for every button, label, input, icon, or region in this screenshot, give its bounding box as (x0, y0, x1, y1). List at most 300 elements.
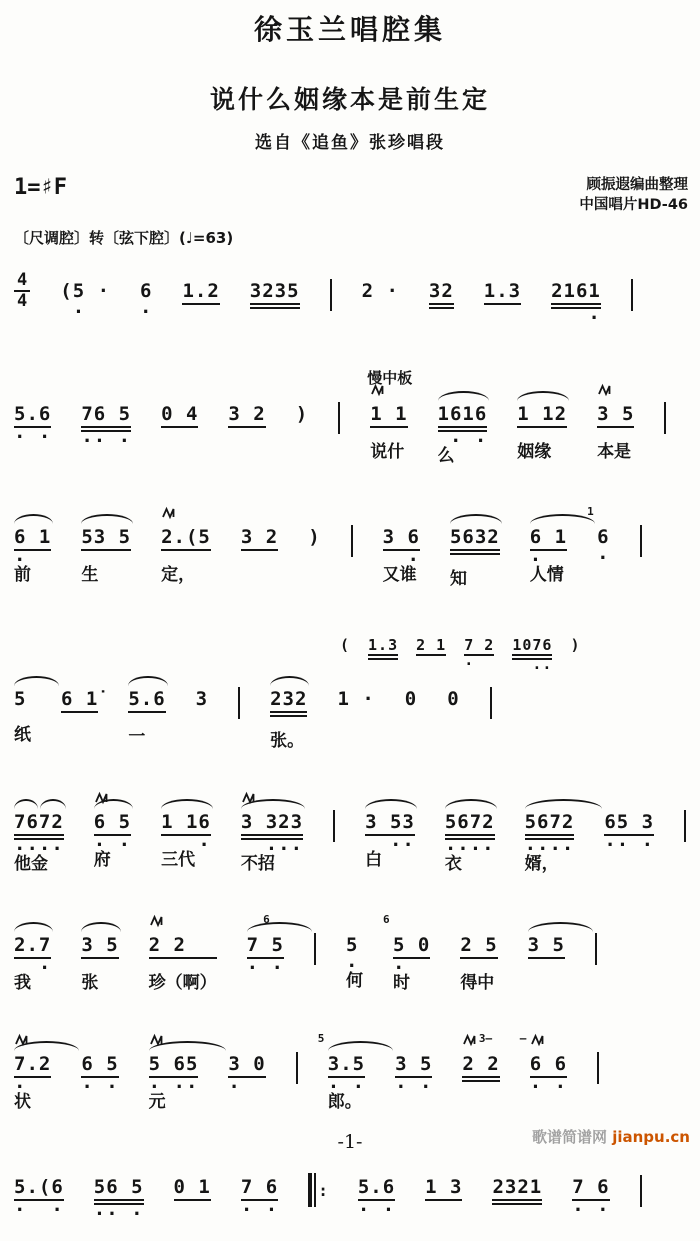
lyric-text: 珍（啊） (148, 973, 217, 993)
note-text: 7.2 (14, 1052, 51, 1078)
note-group (61, 672, 98, 749)
note-text: 2 5 (460, 933, 497, 959)
lyric-text (462, 1094, 499, 1118)
ornament-area (358, 1160, 395, 1175)
note-group (161, 510, 211, 587)
lyric-text: 纸 (14, 725, 31, 745)
note-text: 6 1̇ (61, 687, 98, 713)
note-text: 2 · (361, 280, 399, 302)
octave-dots: .. (512, 655, 553, 673)
lyric-text (551, 321, 601, 345)
note-text: 5 65 (149, 1052, 199, 1078)
score (0, 264, 700, 1241)
note-group (425, 1160, 462, 1237)
note-text: 1616 (438, 402, 488, 432)
note-text: 53 5 (81, 525, 131, 551)
lyric-text (241, 1213, 278, 1237)
note-group (570, 633, 580, 662)
note-text: 1.2 (182, 279, 219, 305)
lyric-text (228, 440, 265, 464)
lyric-text: 不招 (240, 854, 275, 874)
slur-icon (161, 799, 213, 809)
note-text: 56 5 (94, 1175, 144, 1205)
note-group (250, 264, 300, 345)
key-credit-row (0, 175, 700, 215)
octave-dots: . (161, 829, 211, 851)
ornament-area (447, 672, 459, 687)
lyric-text (308, 561, 320, 585)
slur-icon (517, 391, 569, 401)
note-text: 1 16 (161, 810, 211, 836)
slur-icon (438, 391, 490, 401)
octave-dots (425, 1201, 462, 1211)
slur-icon (365, 799, 417, 809)
ornament-area (60, 264, 110, 279)
note-text: 1 1 (370, 402, 407, 428)
lyric-text: 婿， (524, 854, 559, 874)
note-text: 5672 (445, 810, 495, 840)
ornament-area (382, 913, 430, 933)
octave-dots (429, 309, 454, 319)
note-group (416, 633, 446, 664)
slur-icon (525, 799, 603, 809)
note-group (308, 510, 320, 585)
note-text: 2.7 (14, 933, 51, 959)
note-text: ) (308, 526, 321, 548)
ornament-area (551, 264, 601, 279)
octave-dots: .. . (93, 1198, 144, 1220)
lyric-text (81, 1090, 118, 1114)
octave-dots (270, 717, 307, 727)
octave-dots (447, 711, 459, 721)
note-text: 232 (270, 687, 307, 717)
note-group (405, 672, 417, 747)
grace-note: – (519, 1032, 527, 1045)
ornament-area (370, 387, 407, 402)
watermark-site-url: jianpu.cn (612, 1128, 690, 1146)
note-text: 5 0 (393, 933, 430, 959)
note-group (368, 633, 398, 668)
note-text: 3 5 (597, 402, 634, 428)
note-text: 7 6 (241, 1175, 278, 1201)
lyric-text: 本是 (597, 442, 632, 462)
note-text: 0 1 (174, 1175, 211, 1201)
note-group (551, 264, 601, 345)
octave-dots (81, 551, 131, 561)
octave-dots (597, 428, 634, 438)
collection-title: 徐玉兰唱腔集 (253, 13, 446, 46)
lyric-text: 衣 (444, 854, 462, 874)
octave-dots: . (529, 544, 543, 566)
note-group (270, 672, 307, 753)
ornament-area (525, 795, 575, 810)
octave-dots: . . (93, 829, 132, 851)
octave-dots: . (60, 296, 86, 318)
octave-dots: . (14, 1071, 39, 1093)
lyric-text: 他金 (14, 854, 48, 874)
lyric-text (425, 1213, 462, 1237)
ornament-area (383, 510, 420, 525)
score-row (14, 264, 692, 345)
lyric-text (161, 440, 198, 464)
ornament-area (587, 505, 609, 525)
note-text: 5 (345, 934, 359, 956)
barline (684, 810, 686, 842)
lyric-text (182, 317, 219, 341)
barline (631, 279, 633, 311)
octave-dots (161, 428, 198, 438)
octave-dots (484, 305, 521, 315)
note-text: 3 6 (383, 525, 420, 551)
note-text: 1.3 (368, 636, 398, 660)
note-text: 2 1 (416, 636, 447, 654)
grace-note: 5 (317, 1032, 325, 1045)
ornament-area (368, 633, 398, 636)
mordent-wrap (531, 1034, 545, 1045)
note-group (438, 387, 488, 468)
note-group (604, 795, 654, 872)
ornament-area (528, 918, 565, 933)
note-group (60, 264, 110, 339)
note-group (492, 1160, 542, 1241)
lyric-text: 生 (81, 565, 99, 585)
mordent-wrap (371, 384, 385, 395)
slur-icon (328, 1041, 393, 1051)
note-text: 3 323 (241, 810, 303, 840)
note-text: 6 5 (94, 810, 131, 836)
barline (338, 402, 340, 434)
note-group (228, 1037, 265, 1114)
grace-note: 6 (263, 913, 270, 926)
note-group (519, 1032, 568, 1114)
ornament-area (14, 672, 31, 687)
note-group (149, 1037, 199, 1114)
note-group (337, 672, 374, 747)
note-text: 5632 (450, 525, 500, 555)
note-group (81, 387, 131, 468)
score-row (14, 913, 692, 995)
octave-dots: .. . (81, 425, 132, 447)
octave-dots (460, 959, 497, 969)
octave-dots (81, 959, 118, 969)
grace-note: 1 (587, 505, 594, 518)
slur-icon (445, 799, 497, 809)
score-row (14, 505, 692, 591)
ornament-area (14, 1037, 51, 1052)
octave-dots: . (597, 542, 610, 564)
note-text: 5.6 (14, 402, 51, 428)
arranger-credit: 顾振遐编曲整理 (586, 177, 688, 193)
ornament-area (81, 510, 131, 525)
lyric-text (572, 1213, 609, 1237)
octave-dots: .. . (604, 829, 655, 851)
octave-dots (405, 711, 417, 721)
note-group (14, 918, 51, 995)
octave-dots (368, 660, 398, 668)
note-group (161, 795, 211, 872)
note-group (365, 795, 415, 872)
octave-dots: . . (14, 421, 52, 443)
lyric-text (61, 725, 98, 749)
note-group (530, 510, 567, 587)
mordent-icon (598, 384, 612, 395)
note-group (572, 1160, 609, 1237)
slur-icon (450, 514, 502, 524)
note-text: 1 12 (517, 402, 567, 428)
octave-dots (370, 428, 407, 438)
ornament-area (462, 1032, 499, 1052)
note-text: 5.(6 (14, 1175, 64, 1201)
octave-dots (517, 428, 567, 438)
octave-dots (128, 713, 165, 723)
lyric-text (296, 438, 308, 462)
note-group (382, 913, 431, 995)
barline (640, 525, 642, 557)
ornament-area (61, 672, 98, 687)
ornament-area (228, 387, 265, 402)
lyric-text (484, 317, 521, 341)
note-text: 65 3 (604, 810, 654, 836)
repeat-bar-thick (308, 1173, 312, 1207)
note-group (81, 918, 118, 995)
note-group (14, 387, 51, 464)
ornament-area (492, 1160, 542, 1175)
lyric-text: 前 (14, 565, 31, 585)
time-signature (14, 272, 30, 310)
mordent-wrap (150, 1034, 164, 1045)
score-row (14, 369, 692, 468)
lyric-text: 时 (392, 973, 410, 993)
note-group (14, 510, 51, 587)
lyric-text: 说什 (370, 442, 405, 462)
mordent-icon (95, 792, 109, 803)
slur-icon (528, 922, 593, 932)
octave-dots: . (382, 544, 420, 566)
lyric-text: 知 (449, 569, 467, 589)
ornament-area (81, 387, 131, 402)
lyric-text (140, 315, 152, 339)
note-group (340, 633, 350, 662)
octave-dots: . . (395, 1071, 433, 1093)
note-group (161, 387, 198, 464)
note-text: 0 (447, 688, 460, 710)
ornament-area (445, 795, 495, 810)
note-text: 3 5 (81, 933, 118, 959)
ornament-area (149, 918, 217, 933)
octave-dots (14, 711, 31, 721)
ornament-area (464, 633, 494, 636)
note-text: 3 5 (528, 933, 565, 959)
barline (330, 279, 332, 311)
note-text: 5.6 (358, 1175, 395, 1201)
mordent-icon (150, 1034, 164, 1045)
octave-dots (308, 549, 320, 559)
lyric-text: 元 (148, 1092, 166, 1112)
ornament-area (517, 387, 567, 402)
octave-dots (241, 551, 278, 561)
octave-dots: . (392, 952, 418, 974)
ornament-area (572, 1160, 609, 1175)
octave-dots: . (228, 1071, 254, 1093)
mode-tempo-line: 〔尺调腔〕转〔弦下腔〕(♩=63) (14, 229, 234, 247)
note-group (94, 795, 131, 872)
octave-dots: . (464, 651, 485, 669)
ornament-area (161, 510, 211, 525)
ornament-area (196, 672, 208, 687)
note-text: 7 6 (572, 1175, 609, 1201)
note-text: ( (340, 636, 351, 654)
ornament-area (81, 918, 118, 933)
ornament-area (250, 264, 300, 279)
lyric-text (530, 1090, 567, 1114)
ornament-area (460, 918, 497, 933)
lyric-text (395, 1090, 432, 1114)
lyric-text: 姻缘 (517, 442, 552, 462)
note-group (462, 1032, 500, 1118)
ornament-area (362, 264, 399, 279)
octave-dots: . (14, 544, 27, 566)
octave-dots: .. (365, 829, 415, 851)
note-group (241, 795, 303, 876)
ornament-area (228, 1037, 265, 1052)
note-text: ) (570, 636, 581, 654)
note-text: 1 · (337, 688, 375, 710)
lyric-text (447, 723, 459, 747)
mordent-icon (463, 1034, 477, 1045)
lyric-text (241, 563, 278, 587)
octave-dots: . . (14, 1194, 64, 1216)
slur-icon (14, 799, 38, 809)
note-group (140, 264, 152, 339)
note-text: 7672 (14, 810, 64, 840)
interlude-row (340, 633, 692, 673)
mordent-wrap (162, 507, 176, 518)
ornament-area (270, 672, 307, 687)
barline (664, 402, 666, 434)
lyric-text (597, 561, 609, 585)
lyric-text (174, 1213, 211, 1237)
lyric-text: 一 (128, 727, 146, 747)
mordent-icon (15, 1034, 29, 1045)
lyric-text (362, 315, 399, 339)
ornament-area (247, 913, 284, 933)
note-group (346, 918, 363, 993)
octave-dots: .... (444, 833, 495, 855)
ornament-area (597, 387, 634, 402)
octave-dots (462, 1082, 499, 1092)
watermark-site-name: 歌谱简谱网 (531, 1128, 607, 1146)
octave-dots (492, 1205, 542, 1215)
ornament-area (14, 1160, 64, 1175)
slur-icon (81, 922, 120, 932)
octave-dots: . . (357, 1194, 396, 1216)
ornament-area (530, 510, 567, 525)
note-text: 6 6 (530, 1052, 567, 1078)
note-text: (5 · (60, 280, 111, 302)
lyric-text (429, 321, 454, 345)
ornament-area (241, 1160, 278, 1175)
note-text: 7 5 (247, 933, 284, 959)
octave-dots (196, 711, 208, 721)
lyric-text: 何 (345, 971, 363, 991)
note-text: 76 5 (81, 402, 131, 432)
note-group (317, 1032, 366, 1114)
octave-dots (570, 654, 580, 662)
barline (597, 1052, 599, 1084)
lyric-text: 么 (437, 446, 455, 466)
mordent-wrap (150, 915, 164, 926)
barline (351, 525, 353, 557)
note-group (464, 633, 495, 669)
key-signature: 1=♯F (14, 175, 67, 200)
note-group (196, 672, 208, 747)
ornament-area (425, 1160, 462, 1175)
ornament-area (484, 264, 521, 279)
note-group (367, 369, 413, 464)
slur-icon (247, 922, 312, 932)
note-text: 6 (140, 280, 153, 302)
repeat-barline (308, 1173, 328, 1207)
ornament-area (340, 633, 350, 636)
ornament-area (241, 510, 278, 525)
slur-icon (14, 514, 53, 524)
lyric-text (358, 1213, 395, 1237)
score-row (14, 672, 692, 753)
mordent-wrap (15, 1034, 29, 1045)
octave-dots (450, 555, 500, 565)
lyric-text: 人情 (529, 565, 564, 585)
lyric-text (492, 1217, 542, 1241)
note-text: 2 2 (149, 933, 217, 959)
octave-dots: . (551, 302, 601, 324)
octave-dots: .... (524, 833, 575, 855)
source-line: 选自《追鱼》张珍唱段 (255, 133, 445, 153)
note-group (460, 918, 497, 995)
note-group (94, 1160, 144, 1241)
ornament-area (308, 510, 320, 525)
note-group (149, 918, 217, 995)
ornament-area (140, 264, 152, 279)
ornament-area (182, 264, 219, 279)
mordent-icon (371, 384, 385, 395)
ornament-area (519, 1032, 567, 1052)
ornament-area (296, 387, 308, 402)
lyric-text: 府 (93, 850, 111, 870)
note-group (450, 510, 500, 591)
ornament-area (149, 1037, 199, 1052)
note-text: 3 2 (241, 525, 278, 551)
repeat-dots: : (318, 1180, 328, 1200)
note-group (395, 1037, 432, 1114)
octave-dots: .... (14, 833, 64, 855)
ornament-area (405, 672, 417, 687)
ornament-area (416, 633, 446, 636)
note-text: 3235 (250, 279, 300, 309)
score-row (14, 1160, 692, 1241)
lyric-text: 定， (161, 565, 196, 585)
note-group (512, 633, 553, 673)
octave-dots (61, 713, 98, 723)
octave-dots: . . (327, 1071, 366, 1093)
note-group (14, 1160, 64, 1237)
barline (640, 1175, 642, 1207)
ornament-area (94, 795, 131, 810)
note-group (228, 387, 265, 464)
mordent-wrap (95, 792, 109, 803)
ornament-area (14, 795, 64, 810)
ornament-area (81, 1037, 118, 1052)
octave-dots: . . (81, 1071, 119, 1093)
